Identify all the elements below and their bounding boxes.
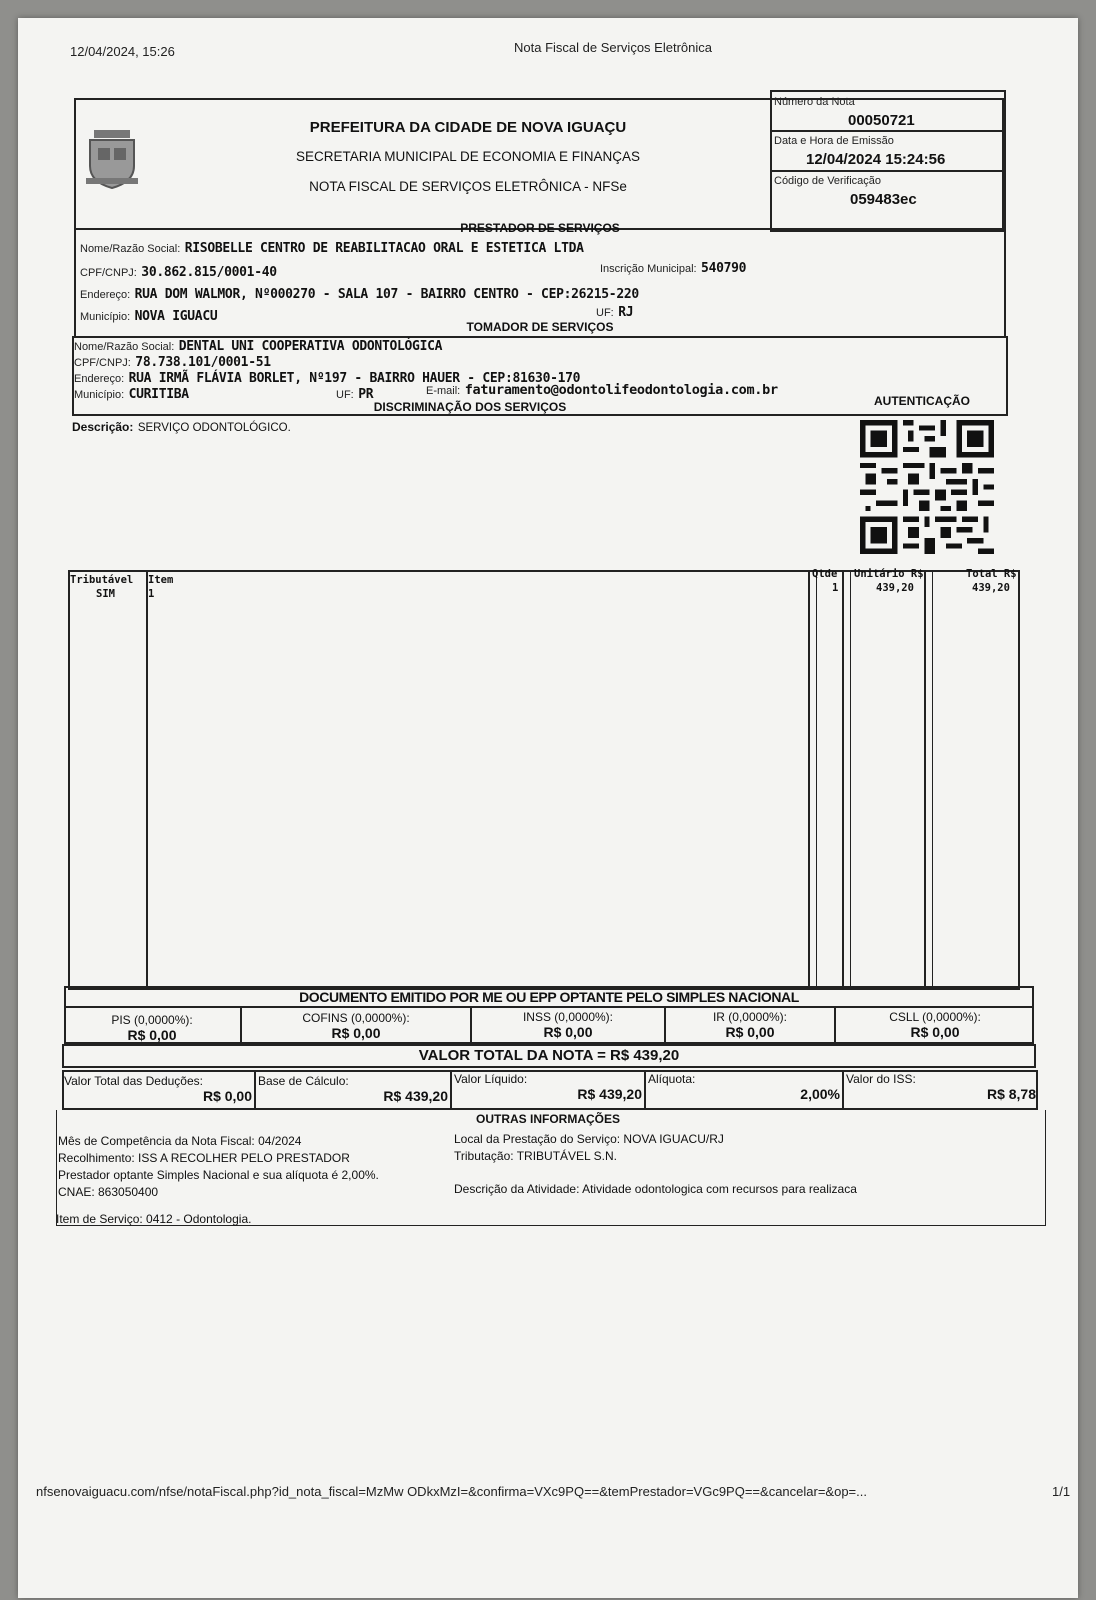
numero-nota: 00050721 [848,112,915,129]
base-calculo: Base de Cálculo: R$ 439,20 [258,1074,448,1104]
tomador-municipio-row: Município: CURITIBA [74,387,189,402]
valor-total-nota: VALOR TOTAL DA NOTA = R$ 439,20 [418,1047,680,1064]
col-tributavel: Tributável [70,574,134,586]
descricao-row: Descrição: SERVIÇO ODONTOLÓGICO. [72,420,291,434]
prestador-municipio: NOVA IGUACU [134,309,218,324]
tributo-pis: PIS (0,0000%): R$ 0,00 [111,1013,193,1043]
prestador-im: 540790 [701,261,747,276]
codigo-label: Código de Verificação [774,175,882,187]
col-unitario: Unitário R$ [854,568,924,580]
prestador-nome: RISOBELLE CENTRO DE REABILITACAO ORAL E ESTETICA LTDA [184,241,584,256]
recolhimento: Recolhimento: ISS A RECOLHER PELO PRESTADOR [58,1151,350,1165]
prestador-uf-row: UF: RJ [596,305,634,320]
print-page-title: Nota Fiscal de Serviços Eletrônica [514,40,712,55]
tributo-inss: INSS (0,0000%): R$ 0,00 [522,1010,614,1040]
local-prestacao: Local da Prestação do Serviço: NOVA IGUACU/RJ [454,1132,724,1146]
aliquota: Alíquota: 2,00% [648,1072,840,1102]
tomador-endereco: RUA IRMÃ FLÁVIA BORLET, Nº197 - BAIRRO HAUER - CEP:81630-170 [128,371,581,386]
print-url: nfsenovaiguacu.com/nfse/notaFiscal.php?id_nota_fiscal=MzMw ODkxMzI=&confirma=VXc9PQ==&temPrestador=VGc9PQ==&cancelar=&op=... [36,1484,867,1499]
print-page-count: 1/1 [1052,1484,1071,1499]
print-datetime: 12/04/2024, 15:26 [70,44,175,59]
tomador-cnpj: 78.738.101/0001-51 [135,355,271,370]
descricao-servico: SERVIÇO ODONTOLÓGICO. [137,422,291,434]
autenticacao-label: AUTENTICAÇÃO [874,394,970,408]
simples-nacional-banner: DOCUMENTO EMITIDO POR ME OU EPP OPTANTE PELO SIMPLES NACIONAL [299,989,799,1005]
col-total: Total R$ [966,568,1017,580]
tributacao: Tributação: TRIBUTÁVEL S.N. [454,1149,617,1163]
tomador-municipio: CURITIBA [128,387,189,402]
tomador-uf: PR [358,387,374,402]
optante-simples: Prestador optante Simples Nacional e sua alíquota é 2,00%. [58,1168,379,1182]
tributo-cofins: COFINS (0,0000%): R$ 0,00 [302,1011,410,1041]
header-line-1: PREFEITURA DA CIDADE DE NOVA IGUAÇU [309,119,627,136]
tomador-cnpj-row: CPF/CNPJ: 78.738.101/0001-51 [74,355,271,370]
prestador-nome-row: Nome/Razão Social: RISOBELLE CENTRO DE REABILITACAO ORAL E ESTETICA LTDA [80,241,584,256]
tomador-endereco-row: Endereço: RUA IRMÃ FLÁVIA BORLET, Nº197 - BAIRRO HAUER - CEP:81630-170 [74,371,581,386]
items-table [68,570,1020,990]
row-item: 1 [148,588,155,600]
col-qtde: Qtde [812,568,838,580]
row-tributavel: SIM [96,588,115,600]
servicos-title: DISCRIMINAÇÃO DOS SERVIÇOS [373,400,567,414]
emissao-label: Data e Hora de Emissão [774,135,894,147]
prestador-uf: RJ [618,305,634,320]
row-qtde: 1 [832,582,839,594]
codigo-verificacao: 059483ec [850,191,917,208]
valor-liquido: Valor Líquido: R$ 439,20 [454,1072,642,1102]
tomador-email-row: E-mail: faturamento@odontolifeodontologia.com.br [426,382,778,398]
competencia: Mês de Competência da Nota Fiscal: 04/2024 [58,1134,302,1148]
outras-info-title: OUTRAS INFORMAÇÕES [476,1112,620,1126]
prestador-cnpj: 30.862.815/0001-40 [141,265,277,280]
prestador-endereco-row: Endereço: RUA DOM WALMOR, Nº000270 - SALA 107 - BAIRRO CENTRO - CEP:26215-220 [80,287,639,302]
prestador-municipio-row: Município: NOVA IGUACU [80,309,218,324]
header-line-2: SECRETARIA MUNICIPAL DE ECONOMIA E FINANÇAS [295,149,641,164]
city-coat-of-arms-icon [82,126,142,192]
col-item: Item [148,574,174,586]
tributo-csll: CSLL (0,0000%): R$ 0,00 [889,1010,981,1040]
tomador-title: TOMADOR DE SERVIÇOS [466,320,614,334]
document-page [18,18,1078,1598]
row-unitario: 439,20 [876,582,914,594]
tomador-email: faturamento@odontolifeodontologia.com.br [464,382,778,398]
tomador-uf-row: UF: PR [336,387,374,402]
prestador-im-row: Inscrição Municipal: 540790 [600,261,747,276]
tomador-nome: DENTAL UNI COOPERATIVA ODONTOLÓGICA [178,339,443,354]
valor-deducoes: Valor Total das Deduções: R$ 0,00 [64,1074,252,1104]
prestador-endereco: RUA DOM WALMOR, Nº000270 - SALA 107 - BAIRRO CENTRO - CEP:26215-220 [134,287,639,302]
data-emissao: 12/04/2024 15:24:56 [806,151,946,168]
header-line-3: NOTA FISCAL DE SERVIÇOS ELETRÔNICA - NFSe [309,179,627,194]
tomador-nome-row: Nome/Razão Social: DENTAL UNI COOPERATIVA ODONTOLÓGICA [74,339,443,354]
numero-label: Número da Nota [774,96,855,108]
prestador-title: PRESTADOR DE SERVIÇOS [460,221,620,235]
row-total: 439,20 [972,582,1010,594]
item-servico: Item de Serviço: 0412 - Odontologia. [56,1212,252,1226]
qr-code-icon [860,420,994,554]
valor-iss: Valor do ISS: R$ 8,78 [846,1072,1036,1102]
prestador-cnpj-row: CPF/CNPJ: 30.862.815/0001-40 [80,265,277,280]
descricao-atividade: Descrição da Atividade: Atividade odontologica com recursos para realizaca [454,1182,857,1196]
tributo-ir: IR (0,0000%): R$ 0,00 [712,1010,788,1040]
cnae: CNAE: 863050400 [58,1185,159,1199]
